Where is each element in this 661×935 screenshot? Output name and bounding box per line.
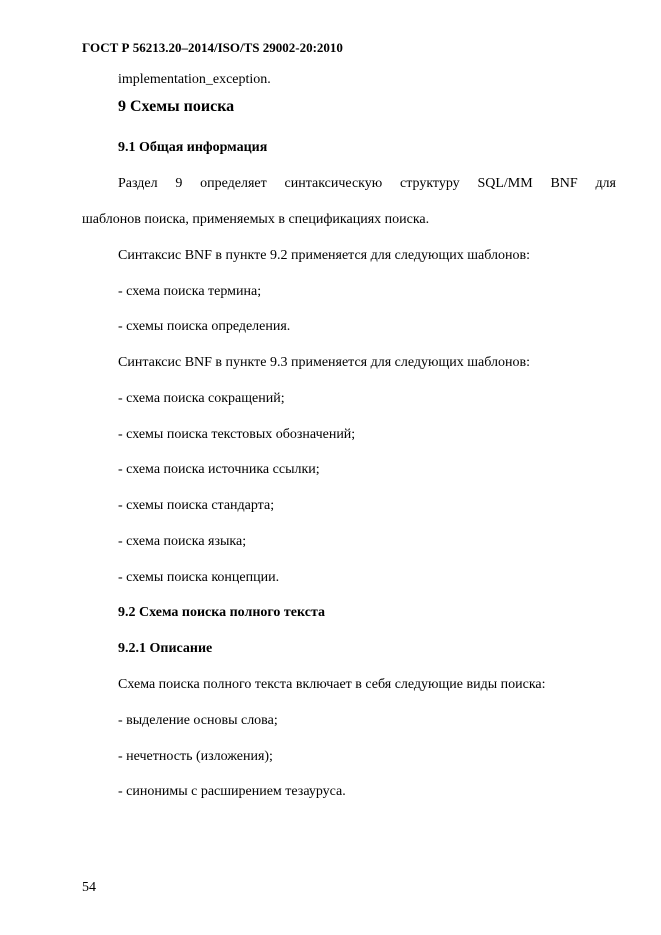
syntax-9-3-text: Синтаксис BNF в пункте 9.3 применяется для следующих шаблонов:	[118, 355, 531, 370]
intro-paragraph-line1: Раздел 9 определяет синтаксическую структуру SQL/MM BNF для	[118, 176, 616, 191]
subsubsection-title-description: 9.2.1 Описание	[118, 641, 213, 656]
list-item: - схема поиска сокращений;	[118, 391, 285, 406]
list-item: - выделение основы слова;	[118, 713, 278, 728]
list-item: - схема поиска термина;	[118, 284, 262, 299]
list-item: - схемы поиска концепции.	[118, 570, 280, 585]
list-item: - схема поиска языка;	[118, 534, 247, 549]
list-item: - нечетность (изложения);	[118, 749, 273, 764]
continuation-text: implementation_exception.	[118, 72, 271, 87]
list-item: - схема поиска источника ссылки;	[118, 462, 320, 477]
section-title: 9 Схемы поиска	[118, 98, 235, 115]
subsection-title-fulltext: 9.2 Схема поиска полного текста	[118, 605, 325, 620]
subsection-title-general: 9.1 Общая информация	[118, 140, 268, 155]
list-item: - схемы поиска определения.	[118, 319, 291, 334]
list-item: - схемы поиска стандарта;	[118, 498, 275, 513]
list-item: - схемы поиска текстовых обозначений;	[118, 427, 356, 442]
intro-paragraph-line2: шаблонов поиска, применяемых в спецификациях поиска.	[82, 212, 430, 227]
page-number: 54	[82, 880, 96, 895]
document-header-code: ГОСТ Р 56213.20–2014/ISO/TS 29002-20:2010	[82, 40, 343, 55]
list-item: - синонимы с расширением тезауруса.	[118, 784, 346, 799]
description-intro: Схема поиска полного текста включает в себя следующие виды поиска:	[118, 677, 546, 692]
syntax-9-2-text: Синтаксис BNF в пункте 9.2 применяется для следующих шаблонов:	[118, 248, 531, 263]
